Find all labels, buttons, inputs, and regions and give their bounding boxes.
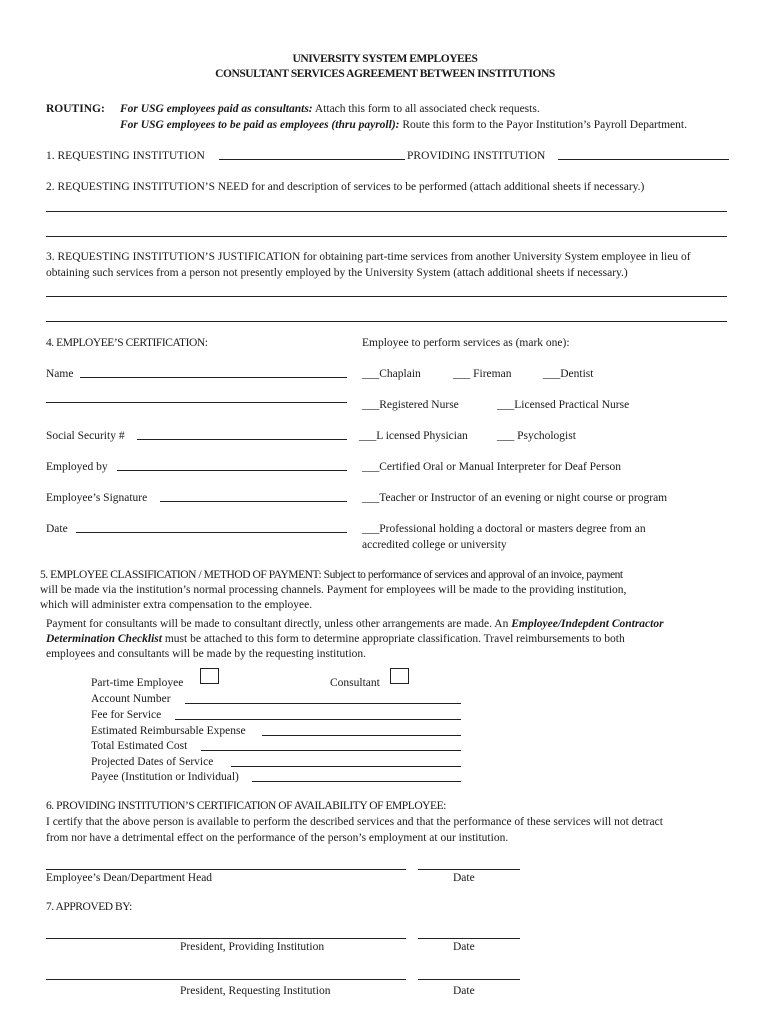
requesting-institution-line[interactable] — [219, 159, 405, 160]
option-dentist[interactable]: ___Dentist — [543, 368, 594, 380]
date-label: Date — [46, 523, 68, 535]
payment-para-3: employees and consultants will be made by the requesting institution. — [46, 648, 367, 660]
payment-para-1: Payment for consultants will be made to consultant directly, unless other arrangements are made. An Employee/Indepdent Contractor — [46, 618, 664, 630]
option-licensed-practical-nurse[interactable]: ___Licensed Practical Nurse — [497, 399, 630, 411]
fee-line[interactable] — [175, 719, 461, 720]
part-time-employee-checkbox[interactable] — [200, 668, 219, 684]
name-line[interactable] — [80, 377, 347, 378]
president-requesting-label: President, Requesting Institution — [180, 985, 331, 997]
payee-label: Payee (Institution or Individual) — [91, 771, 239, 783]
president-providing-date-line[interactable] — [418, 938, 520, 939]
option-professional-cont: accredited college or university — [362, 539, 507, 551]
dean-date-label: Date — [453, 872, 475, 884]
section-3-justification-2: obtaining such services from a person not presently employed by the University System (attach additional sheets if necessary.) — [46, 267, 628, 279]
signature-label: Employee’s Signature — [46, 492, 148, 504]
president-requesting-date-label: Date — [453, 985, 475, 997]
need-line-1[interactable] — [46, 211, 727, 212]
routing-label: ROUTING: — [46, 103, 105, 115]
option-licensed-physician[interactable]: ___L icensed Physician — [359, 430, 468, 442]
ssn-label: Social Security # — [46, 430, 125, 442]
routing-line-1: For USG employees paid as consultants: Attach this form to all associated check requests. — [120, 103, 540, 115]
section-6-line-2: from nor have a detrimental effect on the performance of the person’s employment at our institution. — [46, 832, 509, 844]
president-providing-label: President, Providing Institution — [180, 941, 325, 953]
section-3-justification-1: 3. REQUESTING INSTITUTION’S JUSTIFICATION for obtaining part-time services from another University System employee in lieu of — [46, 251, 691, 263]
fee-label: Fee for Service — [91, 709, 162, 721]
option-teacher[interactable]: ___Teacher or Instructor of an evening or night course or program — [362, 492, 668, 504]
president-requesting-date-line[interactable] — [418, 979, 520, 980]
dean-date-line[interactable] — [418, 869, 520, 870]
employed-by-label: Employed by — [46, 461, 108, 473]
option-fireman[interactable]: ___ Fireman — [453, 368, 512, 380]
option-interpreter[interactable]: ___Certified Oral or Manual Interpreter for Deaf Person — [362, 461, 621, 473]
approved-by-title: 7. APPROVED BY: — [46, 901, 132, 913]
date-line[interactable] — [76, 532, 347, 533]
total-cost-label: Total Estimated Cost — [91, 740, 188, 752]
option-psychologist[interactable]: ___ Psychologist — [497, 430, 576, 442]
option-professional[interactable]: ___Professional holding a doctoral or masters degree from an — [362, 523, 646, 535]
president-requesting-line[interactable] — [46, 979, 406, 980]
president-providing-date-label: Date — [453, 941, 475, 953]
section-5-line-3: which will administer extra compensation to the employee. — [40, 599, 313, 611]
total-cost-line[interactable] — [201, 750, 461, 751]
ssn-line[interactable] — [137, 439, 347, 440]
employed-by-line[interactable] — [117, 470, 347, 471]
payee-line[interactable] — [252, 781, 461, 782]
form-title-line1: UNIVERSITY SYSTEM EMPLOYEES — [292, 53, 478, 65]
dates-of-service-line[interactable] — [231, 766, 461, 767]
need-line-2[interactable] — [46, 236, 727, 237]
account-number-line[interactable] — [185, 703, 461, 704]
reimbursable-label: Estimated Reimbursable Expense — [91, 725, 246, 737]
section-6-title: 6. PROVIDING INSTITUTION’S CERTIFICATION OF AVAILABILITY OF EMPLOYEE: — [46, 800, 446, 812]
routing-line-2: For USG employees to be paid as employees (thru payroll): Route this form to the Payor Institution’s Payroll Department. — [120, 119, 687, 131]
form-title-line2: CONSULTANT SERVICES AGREEMENT BETWEEN INSTITUTIONS — [215, 68, 555, 80]
dates-of-service-label: Projected Dates of Service — [91, 756, 214, 768]
part-time-employee-label: Part-time Employee — [91, 677, 184, 689]
account-number-label: Account Number — [91, 693, 171, 705]
name-label: Name — [46, 368, 74, 380]
signature-line[interactable] — [160, 501, 347, 502]
consultant-checkbox[interactable] — [390, 668, 409, 684]
reimbursable-line[interactable] — [262, 735, 461, 736]
requesting-institution-label: 1. REQUESTING INSTITUTION — [46, 150, 205, 162]
justification-line-1[interactable] — [46, 296, 727, 297]
section-5-line-1: 5. EMPLOYEE CLASSIFICATION / METHOD OF PAYMENT: Subject to performance of services and approval of an invoice, payment — [40, 569, 623, 581]
providing-institution-label: PROVIDING INSTITUTION — [407, 150, 546, 162]
payment-para-2: Determination Checklist must be attached to this form to determine appropriate classification. Travel reimbursements to both — [46, 633, 625, 645]
consultant-label: Consultant — [330, 677, 380, 689]
section-5-line-2: will be made via the institution’s normal processing channels. Payment for employees will be made to the providing institution, — [40, 584, 627, 596]
option-chaplain[interactable]: ___Chaplain — [362, 368, 421, 380]
section-6-line-1: I certify that the above person is available to perform the described services and that the performance of these services will not detract — [46, 816, 663, 828]
dean-label: Employee’s Dean/Department Head — [46, 872, 213, 884]
justification-line-2[interactable] — [46, 321, 727, 322]
mark-one-label: Employee to perform services as (mark one): — [362, 337, 570, 349]
option-registered-nurse[interactable]: ___Registered Nurse — [362, 399, 459, 411]
providing-institution-line[interactable] — [558, 159, 729, 160]
section-2-need: 2. REQUESTING INSTITUTION’S NEED for and description of services to be performed (attach additional sheets if necessary.) — [46, 181, 645, 193]
name-line-2[interactable] — [46, 402, 347, 403]
employee-certification-title: 4. EMPLOYEE’S CERTIFICATION: — [46, 337, 208, 349]
president-providing-line[interactable] — [46, 938, 406, 939]
dean-signature-line[interactable] — [46, 869, 406, 870]
